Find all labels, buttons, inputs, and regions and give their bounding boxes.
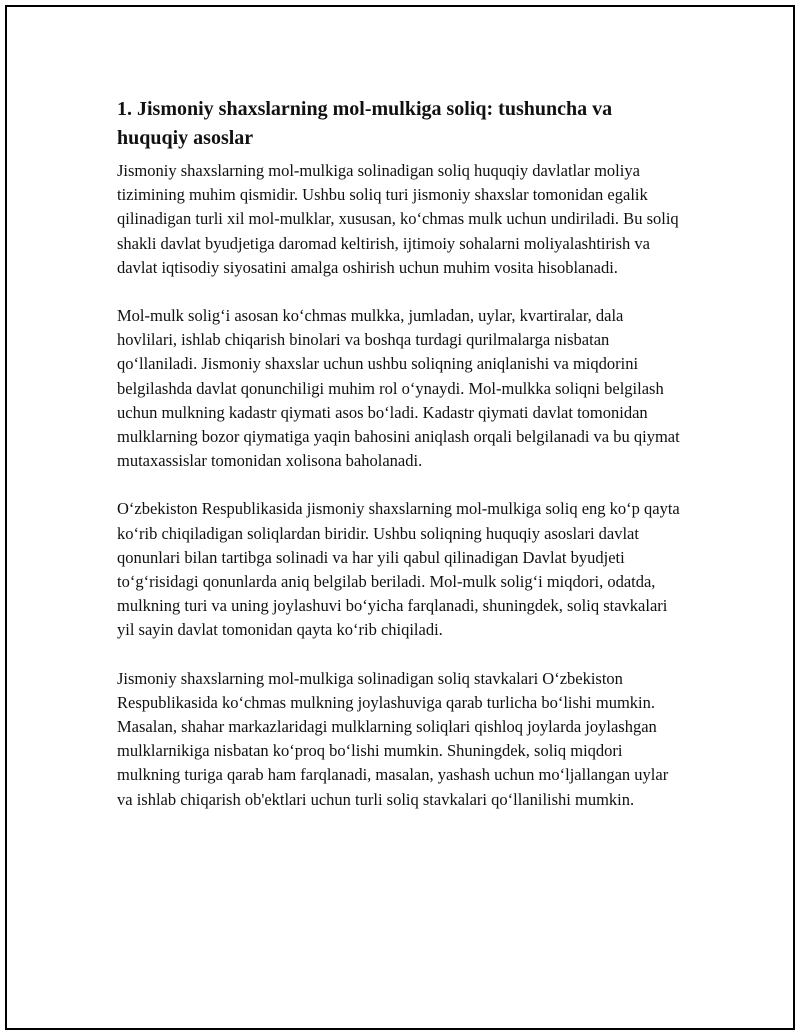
paragraph-3: O‘zbekiston Respublikasida jismoniy shaxslarning mol-mulkiga soliq eng ko‘p qayta ko‘rib chiqiladigan soliqlardan biridir. Ushbu soliqning huquqiy asoslari davlat qonunlari bilan tartibga solinadi va har yili qabul qilinadigan Davlat byudjeti to‘g‘risidagi qonunlarda aniq belgilab beriladi. Mol-mulk solig‘i miqdori, odatda, mulkning turi va uning joylashuvi bo‘yicha farqlanadi, shuningdek, soliq stavkalari yil sayin davlat tomonidan qayta ko‘rib chiqiladi. xyxy=(117,499,680,640)
section-heading: 1. Jismoniy shaxslarning mol-mulkiga soliq: tushuncha va huquqiy asoslar xyxy=(117,98,613,149)
document-body xyxy=(117,95,687,836)
paragraph-1: Jismoniy shaxslarning mol-mulkiga solinadigan soliq huquqiy davlatlar moliya tizimining muhim qismidir. Ushbu soliq turi jismoniy shaxslar tomonidan egalik qilinadigan turli xil mol-mulklar, xususan, ko‘chmas mulk uchun undiriladi. Bu soliq shakli davlat byudjetiga daromad keltirish, ijtimoiy sohalarni moliyalashtirish va davlat iqtisodiy siyosatini amalga oshirish uchun muhim vosita hisoblanadi. xyxy=(117,161,679,277)
paragraph-2: Mol-mulk solig‘i asosan ko‘chmas mulkka, jumladan, uylar, kvartiralar, dala hovlilari, ishlab chiqarish binolari va boshqa turdagi qurilmalarga nisbatan qo‘llaniladi. Jismoniy shaxslar uchun ushbu soliqning aniqlanishi va miqdorini belgilashda davlat qonunchiligi muhim rol o‘ynaydi. Mol-mulkka soliqni belgilash uchun mulkning kadastr qiymati asos bo‘ladi. Kadastr qiymati davlat tomonidan mulklarning bozor qiymatiga yaqin bahosini aniqlash orqali belgilanadi va bu qiymat mutaxassislar tomonidan xolisona baholanadi. xyxy=(117,306,680,471)
paragraph-4: Jismoniy shaxslarning mol-mulkiga solinadigan soliq stavkalari O‘zbekiston Respublikasida ko‘chmas mulkning joylashuviga qarab turlicha bo‘lishi mumkin. Masalan, shahar markazlaridagi mulklarning soliqlari qishloq joylarda joylashgan mulklarnikiga nisbatan ko‘proq bo‘lishi mumkin. Shuningdek, soliq miqdori mulkning turiga qarab ham farqlanadi, masalan, yashash uchun mo‘ljallangan uylar va ishlab chiqarish ob'ektlari uchun turli soliq stavkalari qo‘llanilishi mumkin. xyxy=(117,668,669,809)
